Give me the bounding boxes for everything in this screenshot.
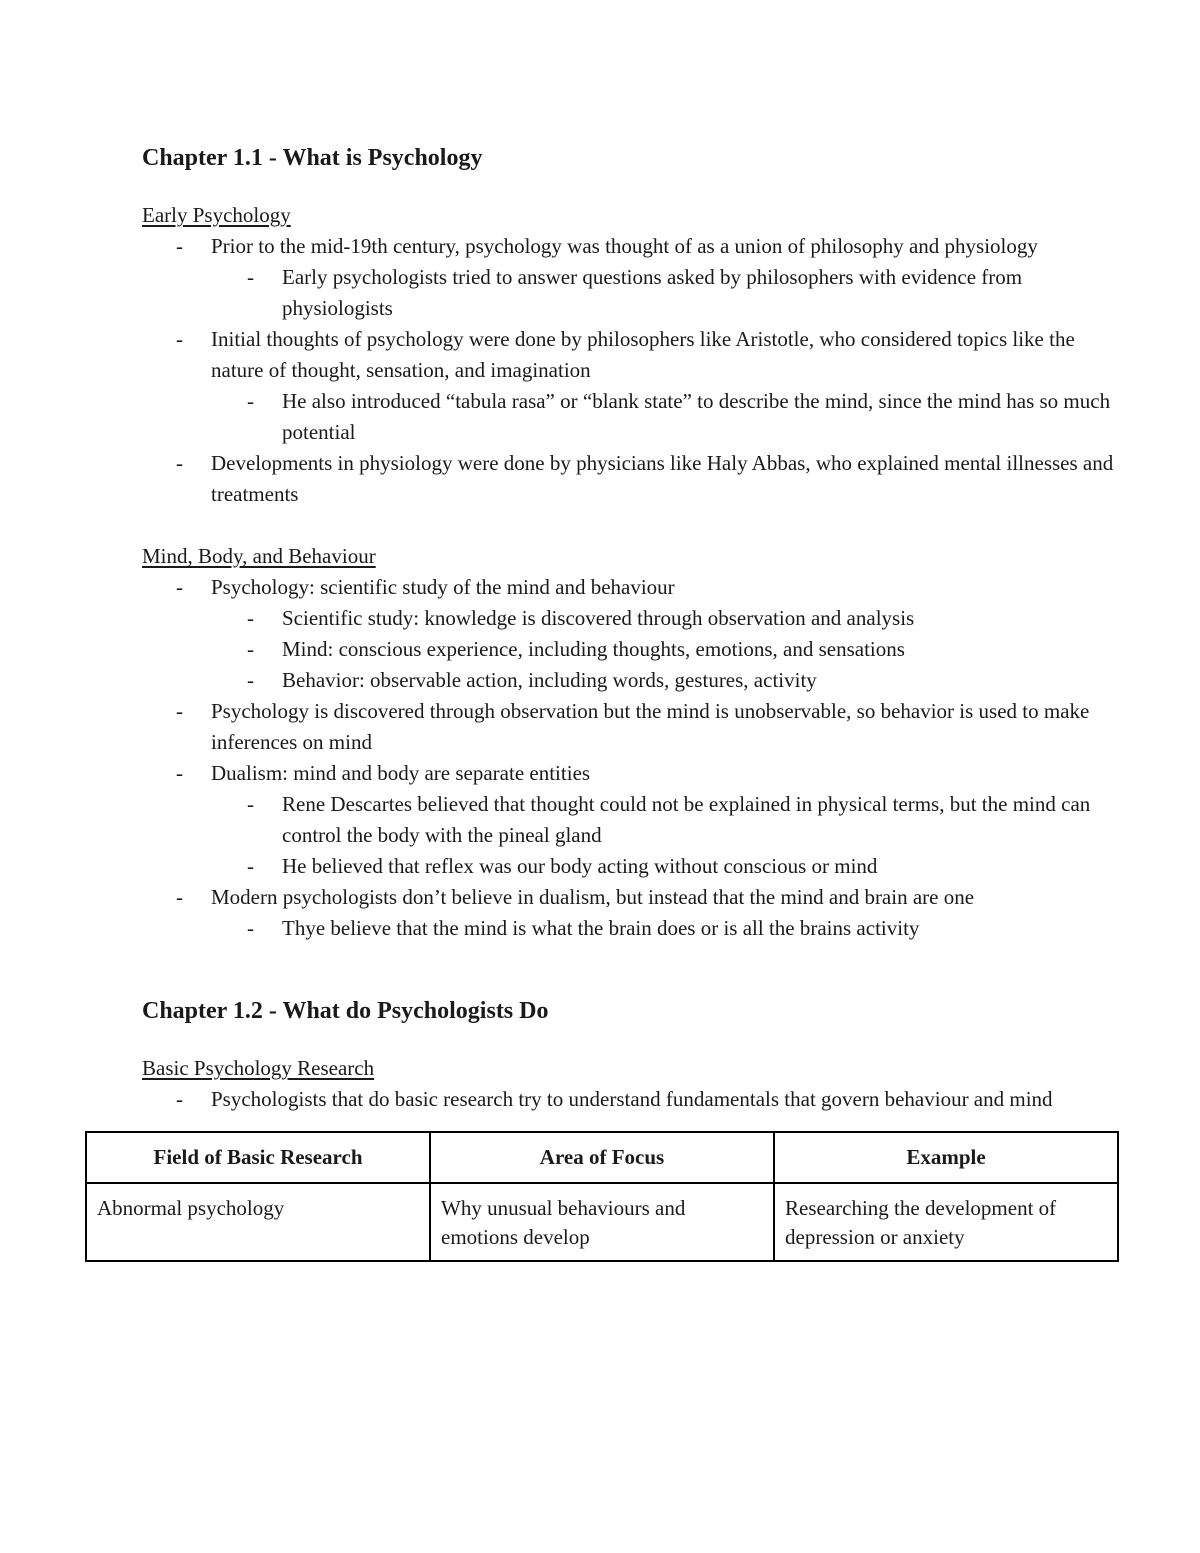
sub-list-item-text: Mind: conscious experience, including thoughts, emotions, and sensations (282, 637, 905, 661)
sub-list-item-text: Behavior: observable action, including words, gestures, activity (282, 668, 817, 692)
dash-bullet: - (176, 234, 183, 258)
dash-bullet: - (247, 916, 254, 940)
column-header: Example (774, 1132, 1118, 1183)
sub-bullet-list (211, 913, 1117, 944)
column-header: Field of Basic Research (86, 1132, 430, 1183)
sub-bullet-list (211, 603, 1117, 696)
chapter-title: Chapter 1.2 - What do Psychologists Do (142, 998, 549, 1024)
list-item-text: Dualism: mind and body are separate entities (211, 761, 591, 785)
list-item (142, 324, 1117, 448)
dash-bullet: - (176, 761, 183, 785)
chapter-title: Chapter 1.1 - What is Psychology (142, 145, 483, 171)
dash-bullet: - (247, 389, 254, 413)
sub-list-item (211, 913, 1117, 944)
bullet-list (142, 231, 1117, 510)
dash-bullet: - (176, 451, 183, 475)
dash-bullet: - (247, 606, 254, 630)
list-item (142, 1084, 1117, 1115)
list-item (142, 758, 1117, 882)
list-item (142, 696, 1117, 758)
table-header-row (86, 1132, 1118, 1183)
section-heading: Mind, Body, and Behaviour (142, 544, 376, 568)
sub-bullet-list (211, 386, 1117, 448)
sub-list-item-text: He also introduced “tabula rasa” or “blank state” to describe the mind, since the mind has so much potential (282, 389, 1111, 444)
table-cell: Researching the development of depression or anxiety (774, 1183, 1118, 1261)
section-basic-research (142, 1053, 1117, 1115)
dash-bullet: - (176, 885, 183, 909)
dash-bullet: - (176, 1087, 183, 1111)
list-item (142, 882, 1117, 944)
sub-list-item-text: Thye believe that the mind is what the brain does or is all the brains activity (282, 916, 920, 940)
sub-list-item-text: Rene Descartes believed that thought could not be explained in physical terms, but the mind can control the body with the pineal gland (282, 792, 1091, 847)
list-item (142, 448, 1117, 510)
section-mind-body-behaviour (142, 541, 1117, 944)
dash-bullet: - (176, 327, 183, 351)
sub-list-item (211, 789, 1117, 851)
list-item (142, 231, 1117, 324)
list-item-text: Developments in physiology were done by physicians like Haly Abbas, who explained mental illnesses and treatments (211, 451, 1114, 506)
list-item (142, 572, 1117, 696)
list-item-text: Psychology is discovered through observation but the mind is unobservable, so behavior is used to make inferences on mind (211, 699, 1090, 754)
sub-list-item (211, 262, 1117, 324)
dash-bullet: - (176, 699, 183, 723)
dash-bullet: - (247, 637, 254, 661)
research-table (85, 1131, 1119, 1262)
bullet-list (142, 572, 1117, 944)
dash-bullet: - (247, 854, 254, 878)
sub-list-item (211, 386, 1117, 448)
sub-list-item-text: Early psychologists tried to answer questions asked by philosophers with evidence from physiologists (282, 265, 1023, 320)
dash-bullet: - (247, 792, 254, 816)
dash-bullet: - (176, 575, 183, 599)
list-item-text: Initial thoughts of psychology were done by philosophers like Aristotle, who considered topics like the nature of thought, sensation, and imagination (211, 327, 1075, 382)
sub-bullet-list (211, 789, 1117, 882)
table-cell: Why unusual behaviours and emotions develop (430, 1183, 774, 1261)
sub-list-item (211, 634, 1117, 665)
table-cell: Abnormal psychology (86, 1183, 430, 1261)
list-item-text: Psychology: scientific study of the mind and behaviour (211, 575, 675, 599)
sub-list-item (211, 851, 1117, 882)
sub-list-item-text: Scientific study: knowledge is discovered through observation and analysis (282, 606, 915, 630)
sub-list-item (211, 665, 1117, 696)
dash-bullet: - (247, 265, 254, 289)
table-row (86, 1183, 1118, 1261)
sub-list-item-text: He believed that reflex was our body acting without conscious or mind (282, 854, 878, 878)
section-heading: Early Psychology (142, 203, 291, 227)
section-heading: Basic Psychology Research (142, 1056, 375, 1080)
sub-bullet-list (211, 262, 1117, 324)
list-item-text: Modern psychologists don’t believe in dualism, but instead that the mind and brain are one (211, 885, 975, 909)
column-header: Area of Focus (430, 1132, 774, 1183)
bullet-list (142, 1084, 1117, 1115)
sub-list-item (211, 603, 1117, 634)
list-item-text: Prior to the mid-19th century, psychology was thought of as a union of philosophy and physiology (211, 234, 1038, 258)
document-page (97, 138, 1117, 1262)
section-early-psychology (142, 200, 1117, 510)
list-item-text: Psychologists that do basic research try to understand fundamentals that govern behaviour and mind (211, 1087, 1053, 1111)
dash-bullet: - (247, 668, 254, 692)
